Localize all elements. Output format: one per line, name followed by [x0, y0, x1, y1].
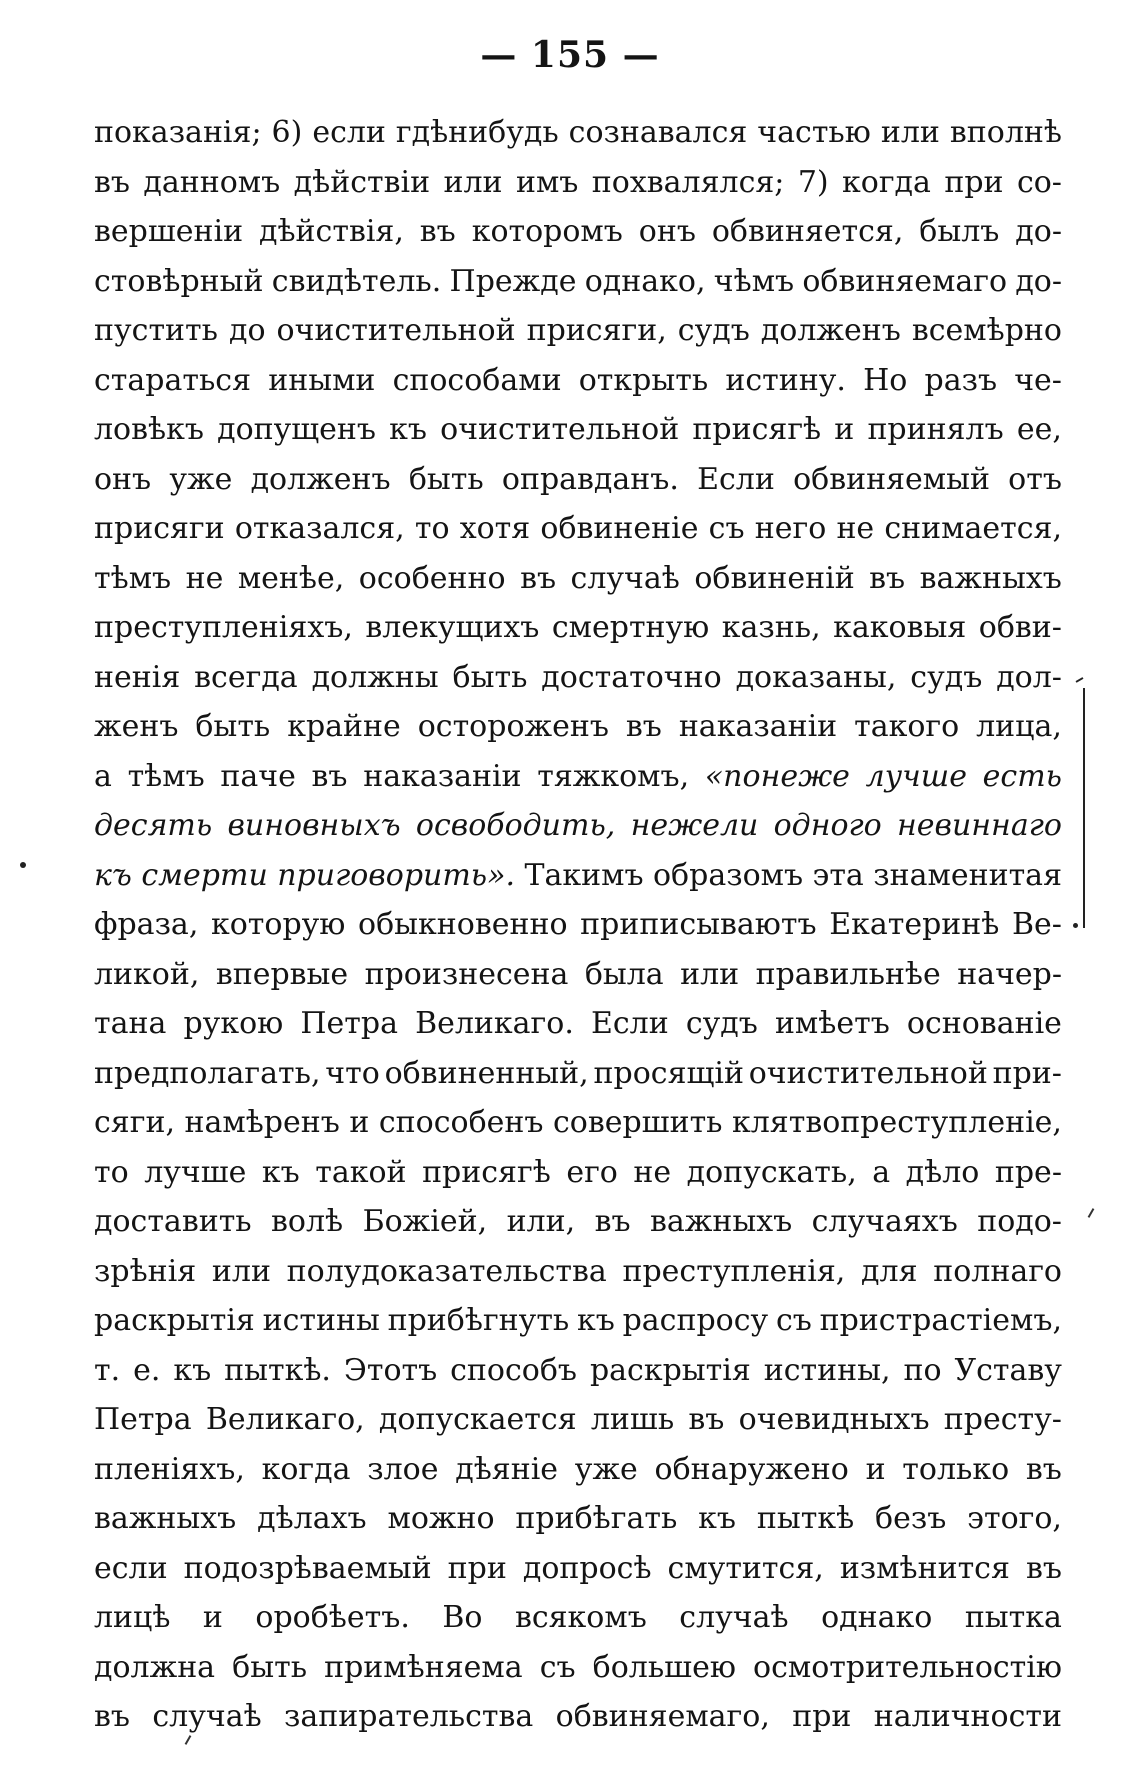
text-line	[94, 504, 1062, 554]
word: отказался,	[234, 511, 405, 546]
word: зрѣнія	[94, 1253, 197, 1289]
word: а	[94, 758, 112, 794]
word: очистительной	[276, 313, 516, 348]
text-line	[94, 1643, 1062, 1693]
word: Уставу	[954, 1352, 1062, 1388]
word: обнаружено	[654, 1451, 849, 1487]
word: Во	[442, 1600, 483, 1635]
word: смерти	[141, 857, 268, 893]
word: снимается,	[884, 511, 1062, 546]
word: а	[872, 1154, 891, 1190]
word: долженъ	[760, 313, 901, 348]
text-line	[94, 1247, 1062, 1297]
word: ликой,	[94, 956, 200, 992]
word: до-	[1015, 214, 1062, 249]
word: случаяхъ	[811, 1204, 958, 1239]
word: истину.	[725, 362, 846, 398]
text-line	[94, 554, 1062, 604]
word: раскрытія	[94, 1303, 255, 1338]
word: обви-	[978, 610, 1062, 645]
word: данномъ	[143, 164, 281, 200]
word: съ	[775, 1303, 812, 1338]
word: наказаніи	[363, 758, 522, 794]
word: казнь,	[721, 610, 821, 645]
word: случаѣ	[679, 1600, 789, 1635]
word: оправданъ.	[501, 461, 679, 497]
word: прибѣгать	[515, 1501, 678, 1536]
word: приговорить».	[277, 857, 516, 893]
word: присяги	[94, 511, 225, 546]
word: Этотъ	[343, 1352, 438, 1388]
word: которую	[210, 907, 346, 942]
word: преступленіяхъ,	[94, 610, 353, 645]
text-line	[94, 1395, 1062, 1445]
word: допускается	[378, 1402, 577, 1437]
word: че-	[1014, 362, 1062, 398]
word: въ	[419, 214, 456, 249]
word: лица,	[976, 709, 1062, 744]
word: оробѣетъ.	[255, 1600, 410, 1635]
word: сознавался	[568, 115, 748, 150]
word: примѣняема	[324, 1649, 523, 1685]
word: къ	[577, 1303, 615, 1338]
word: присягѣ	[422, 1154, 551, 1190]
word: съ	[708, 511, 745, 546]
word: обвиняемый	[793, 461, 990, 497]
word: тѣмъ	[94, 560, 172, 596]
word: должны	[311, 659, 439, 695]
margin-dot-mark	[20, 862, 26, 868]
text-line	[94, 1593, 1062, 1643]
text-line	[94, 999, 1062, 1049]
word: быть	[408, 461, 484, 497]
word: или	[443, 164, 503, 200]
word: въ	[520, 560, 557, 596]
word: со-	[1016, 164, 1062, 200]
word: разъ	[924, 362, 998, 398]
word: клятвопреступленіе,	[732, 1105, 1062, 1140]
word: всегда	[194, 659, 298, 695]
word: частью	[757, 115, 871, 150]
word: то	[414, 511, 450, 546]
text-line	[94, 1494, 1062, 1544]
word: наказаніи	[678, 709, 838, 744]
word: наличности	[873, 1699, 1062, 1734]
word: лучше	[144, 1154, 247, 1190]
word: или,	[506, 1204, 576, 1239]
word: совершить	[552, 1105, 723, 1140]
word: тѣмъ	[127, 758, 205, 794]
word: истины	[262, 1303, 380, 1338]
word: Такимъ	[524, 857, 644, 893]
word: дол-	[996, 659, 1062, 695]
word: начер-	[957, 956, 1062, 992]
word: пытка	[964, 1600, 1062, 1635]
word: важныхъ	[94, 1501, 237, 1536]
word: крайне	[287, 709, 401, 744]
word: уже	[169, 461, 233, 497]
text-line	[94, 603, 1062, 653]
word: дѣло	[905, 1154, 980, 1190]
word: отъ	[1008, 461, 1062, 497]
word: нежели	[630, 808, 759, 843]
word: пустить	[94, 313, 218, 348]
word: дѣйствія,	[258, 214, 404, 249]
word: 6)	[271, 115, 303, 150]
word: очевидныхъ	[738, 1402, 930, 1437]
word: лицѣ	[94, 1600, 171, 1635]
word: въ	[1025, 1451, 1062, 1487]
text-line	[94, 702, 1062, 752]
word: тана	[94, 1006, 167, 1041]
text-line	[94, 455, 1062, 505]
word: Ве-	[1012, 907, 1062, 942]
word: въ	[625, 709, 662, 744]
word: былъ	[919, 214, 1000, 249]
word: Божіей,	[362, 1204, 488, 1239]
word: и	[349, 1105, 370, 1140]
word: и	[834, 412, 855, 447]
word: для	[861, 1253, 918, 1289]
word: въ	[594, 1204, 631, 1239]
word: по	[903, 1352, 942, 1388]
word: его	[566, 1154, 618, 1190]
text-line	[94, 158, 1062, 208]
word: такой	[315, 1154, 407, 1190]
text-line	[94, 1148, 1062, 1198]
word: показанія;	[94, 115, 262, 150]
word: очистительной	[748, 1055, 988, 1091]
word: или	[680, 956, 740, 992]
word: или	[211, 1253, 271, 1289]
word: дѣлахъ	[257, 1501, 367, 1536]
word: доказаны,	[735, 659, 897, 695]
word: вершеніи	[94, 214, 244, 249]
word: до	[228, 313, 266, 348]
word: имъ	[515, 164, 579, 200]
text-line	[94, 1692, 1062, 1742]
word: остороженъ	[417, 709, 609, 744]
margin-dot-mark-right	[1073, 923, 1078, 928]
word: или	[880, 115, 940, 150]
word: Великаго,	[205, 1402, 365, 1437]
text-line	[94, 108, 1062, 158]
text-line	[94, 851, 1062, 901]
word: способами	[392, 362, 562, 398]
word: этого,	[967, 1501, 1062, 1536]
word: лучше	[865, 758, 967, 794]
text-line	[94, 1296, 1062, 1346]
word: паче	[220, 758, 296, 794]
word: то	[94, 1154, 129, 1190]
word: очистительной	[440, 412, 680, 447]
body-text	[94, 108, 1062, 1742]
word: Екатеринѣ	[829, 907, 1000, 942]
word: дѣяніе	[455, 1451, 559, 1487]
word: приписываютъ	[580, 907, 817, 942]
word: Петра	[300, 1006, 398, 1041]
word: подо-	[977, 1204, 1062, 1239]
word: ее,	[1016, 412, 1062, 447]
text-line	[94, 653, 1062, 703]
word: если	[312, 115, 386, 150]
word: Прежде	[449, 263, 577, 299]
word: менѣе,	[237, 560, 345, 596]
word: была	[584, 956, 664, 992]
word: онъ	[638, 214, 696, 249]
word: въ	[688, 1402, 725, 1437]
text-line	[94, 356, 1062, 406]
word: случаѣ	[152, 1699, 262, 1734]
word: судъ	[685, 1006, 758, 1041]
word: особенно	[358, 560, 506, 596]
word: десять	[94, 808, 213, 843]
word: вполнѣ	[949, 115, 1062, 150]
word: которомъ	[471, 214, 623, 249]
text-line	[94, 1445, 1062, 1495]
text-line	[94, 405, 1062, 455]
word: влекущихъ	[365, 610, 540, 645]
word: гдѣнибудь	[395, 115, 559, 150]
word: случаѣ	[570, 560, 680, 596]
word: допущенъ	[217, 412, 376, 447]
word: преступленія,	[622, 1253, 846, 1289]
text-line	[94, 1346, 1062, 1396]
word: имѣетъ	[774, 1006, 890, 1041]
word: обвиненный,	[384, 1055, 589, 1091]
word: иными	[268, 362, 376, 398]
word: достаточно	[541, 659, 722, 695]
word: безъ	[875, 1501, 947, 1536]
word: не	[633, 1154, 672, 1190]
word: судъ	[677, 313, 750, 348]
word: образомъ	[653, 857, 804, 893]
word: раскрытія	[589, 1352, 751, 1388]
word: престу-	[943, 1402, 1062, 1437]
word: при-	[992, 1055, 1062, 1091]
word: Если	[697, 461, 775, 497]
word: къ	[173, 1352, 212, 1388]
word: при	[944, 164, 1004, 200]
text-line	[94, 950, 1062, 1000]
word: рукою	[183, 1006, 284, 1041]
word: хотя	[459, 511, 531, 546]
word: онъ	[94, 461, 152, 497]
word: Петра	[94, 1402, 192, 1437]
word: пристрастіемъ,	[819, 1303, 1062, 1338]
word: обвиненій	[694, 560, 855, 596]
word: фраза,	[94, 907, 199, 942]
word: пленіяхъ,	[94, 1451, 245, 1487]
word: обвиняется,	[711, 214, 904, 249]
word: ловѣкъ	[94, 412, 204, 447]
word: обвиняемаго	[802, 263, 1008, 299]
word: подозрѣваемый	[183, 1550, 432, 1586]
word: истины,	[763, 1352, 891, 1388]
word: смертную	[551, 610, 710, 645]
word: къ	[261, 1154, 300, 1190]
word: стовѣрный	[94, 263, 264, 299]
word: большею	[592, 1649, 736, 1685]
word: основаніе	[906, 1006, 1062, 1041]
word: можно	[387, 1501, 495, 1536]
word: сяги,	[94, 1105, 175, 1140]
word: обвиненіе	[540, 511, 699, 546]
word: всемѣрно	[911, 313, 1062, 348]
word: измѣнится	[839, 1550, 1010, 1586]
word: намѣренъ	[184, 1105, 340, 1140]
text-line	[94, 1098, 1062, 1148]
word: что	[325, 1055, 380, 1091]
word: злое	[367, 1451, 439, 1487]
word: есть	[982, 758, 1062, 794]
word: быть	[452, 659, 528, 695]
word: быть	[232, 1649, 308, 1685]
word: тяжкомъ,	[537, 758, 690, 794]
text-line	[94, 801, 1062, 851]
word: только	[902, 1451, 1010, 1487]
word: впервые	[215, 956, 349, 992]
word: не	[836, 511, 875, 546]
word: эта	[812, 857, 864, 893]
text-line	[94, 1049, 1062, 1099]
word: однако	[821, 1600, 933, 1635]
word: е.	[133, 1352, 161, 1388]
word: лишь	[590, 1402, 675, 1437]
word: произнесена	[364, 956, 569, 992]
word: въ	[311, 758, 348, 794]
word: смутится,	[667, 1550, 824, 1586]
word: запирательства	[284, 1699, 534, 1734]
word: знаменитая	[873, 857, 1062, 893]
word: въ	[869, 560, 906, 596]
word: распросу	[622, 1303, 769, 1338]
word: прибѣгнуть	[387, 1303, 570, 1338]
word: допускать,	[686, 1154, 857, 1190]
word: открыть	[578, 362, 709, 398]
word: обыкновенно	[358, 907, 568, 942]
text-line	[94, 306, 1062, 356]
word: допросѣ	[522, 1550, 652, 1586]
word: при	[792, 1699, 852, 1734]
word: обвиняемаго,	[555, 1699, 770, 1734]
word: просящій	[593, 1055, 744, 1091]
word: къ	[698, 1501, 737, 1536]
word: всякомъ	[514, 1600, 647, 1635]
word: осмотрительностію	[753, 1649, 1062, 1685]
word: къ	[389, 412, 427, 447]
text-line	[94, 1197, 1062, 1247]
word: и	[202, 1600, 223, 1635]
word: женъ	[94, 709, 179, 744]
word: если	[94, 1550, 168, 1586]
word: присягѣ	[692, 412, 822, 447]
word: пыткѣ.	[224, 1352, 331, 1388]
text-line	[94, 900, 1062, 950]
word: доставить	[94, 1204, 252, 1239]
word: ненія	[94, 659, 181, 695]
word: къ	[94, 857, 132, 893]
word: Если	[590, 1006, 669, 1041]
word: чѣмъ	[713, 263, 795, 299]
word: такого	[854, 709, 960, 744]
page-number: — 155 —	[480, 34, 660, 76]
word: него	[754, 511, 827, 546]
word: пыткѣ	[756, 1501, 855, 1536]
word: свидѣтель.	[271, 263, 442, 299]
word: при	[447, 1550, 507, 1586]
word: быть	[195, 709, 271, 744]
margin-tick-mark	[1088, 1208, 1095, 1218]
word: судъ	[910, 659, 983, 695]
word: волѣ	[271, 1204, 344, 1239]
word: способъ	[450, 1352, 577, 1388]
text-line	[94, 1544, 1062, 1594]
word: въ	[1025, 1550, 1062, 1586]
word: должна	[94, 1649, 216, 1685]
word: важныхъ	[649, 1204, 793, 1239]
word: каковыя	[833, 610, 967, 645]
word: полнаго	[933, 1253, 1062, 1289]
word: въ	[94, 1699, 130, 1734]
word: не	[185, 560, 224, 596]
word: дѣйствіи	[293, 164, 431, 200]
word: уже	[574, 1451, 638, 1487]
word: 7)	[797, 164, 829, 200]
text-line	[94, 207, 1062, 257]
word: одного	[773, 808, 882, 843]
word: однако,	[584, 263, 706, 299]
word: виновныхъ	[227, 808, 401, 843]
word: долженъ	[250, 461, 391, 497]
word: способенъ	[378, 1105, 544, 1140]
word: присяги,	[526, 313, 667, 348]
word: «понеже	[704, 758, 850, 794]
word: до-	[1015, 263, 1062, 299]
text-line	[94, 257, 1062, 307]
word: въ	[94, 164, 130, 200]
word: пре-	[994, 1154, 1062, 1190]
word: т.	[94, 1352, 121, 1388]
word: похвалялся;	[591, 164, 785, 200]
word: принялъ	[867, 412, 1004, 447]
word: полудоказательства	[286, 1253, 607, 1289]
margin-bracket-mark	[1083, 688, 1099, 928]
word: предполагать,	[94, 1055, 321, 1091]
word: когда	[842, 164, 931, 200]
word: освободить,	[415, 808, 616, 843]
word: и	[865, 1451, 886, 1487]
word: когда	[261, 1451, 351, 1487]
word: важныхъ	[919, 560, 1062, 596]
word: Но	[863, 362, 908, 398]
word: Великаго.	[415, 1006, 574, 1041]
word: съ	[539, 1649, 576, 1685]
word: стараться	[94, 362, 252, 398]
word: правильнѣе	[755, 956, 941, 992]
text-line	[94, 752, 1062, 802]
word: невиннаго	[897, 808, 1062, 843]
